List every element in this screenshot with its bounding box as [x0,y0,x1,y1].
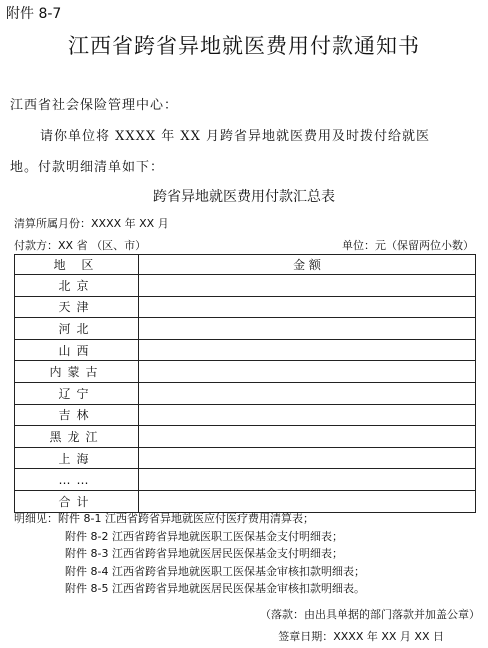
seal-note: （落款：由出具单据的部门落款并加盖公章） [260,608,480,621]
table-row [15,404,476,426]
table-title: 跨省异地就医费用付款汇总表 [153,189,335,205]
amount-cell [139,296,476,318]
table-row [15,318,476,340]
region-cell: 辽宁 [15,382,139,404]
header-amount: 金 额 [139,255,476,275]
amount-cell [139,426,476,448]
total-row [15,490,476,512]
table-row [15,339,476,361]
amount-cell [139,275,476,297]
table-row [15,382,476,404]
region-cell: 吉林 [15,404,139,426]
region-cell: 北京 [15,275,139,297]
amount-cell [139,339,476,361]
settlement-period: 清算所属月份：XXXX 年 XX 月 [14,217,169,230]
table-row [15,426,476,448]
region-cell: 内蒙古 [15,361,139,383]
region-cell: 上海 [15,447,139,469]
amount-cell [139,447,476,469]
attachment-item: 附件 8-3 江西省跨省异地就医居民医保基金支付明细表； [65,547,343,560]
total-amount-cell [139,490,476,512]
table-header-row [15,255,476,275]
attachment-item: 附件 8-4 江西省跨省异地就医职工医保基金审核扣款明细表； [65,564,365,578]
summary-table [14,254,476,513]
amount-cell [139,469,476,491]
addressee: 江西省社会保险管理中心： [10,98,179,113]
total-label: 合计 [15,490,139,512]
attachment-item: 附件 8-5 江西省跨省异地就医居民医保基金审核扣款明细表。 [65,582,365,595]
body-text-line-1: 请你单位将 XXXX 年 XX 月跨省异地就医费用及时拨付给就医 [40,129,431,144]
region-cell: …… [15,469,139,491]
region-cell: 天津 [15,296,139,318]
document-title: 江西省跨省异地就医费用付款通知书 [68,34,420,58]
body-text-line-2: 地。付款明细清单如下： [10,160,165,175]
region-cell: 山西 [15,339,139,361]
payer: 付款方：XX 省 （区、市） [14,239,147,252]
region-cell: 黑龙江 [15,426,139,448]
amount-cell [139,318,476,340]
attachment-item: 附件 8-2 江西省跨省异地就医职工医保基金支付明细表； [65,529,343,543]
signature-date: 签章日期：XXXX 年 XX 月 XX 日 [278,630,444,643]
amount-cell [139,382,476,404]
table-row [15,447,476,469]
table-row [15,469,476,491]
table-row [15,275,476,297]
table-row [15,296,476,318]
unit-note: 单位：元（保留两位小数） [342,239,474,252]
amount-cell [139,404,476,426]
header-region: 地 区 [15,255,139,275]
attachments-list [14,510,365,598]
attachment-item: 明细见：附件 8-1 江西省跨省异地就医应付医疗费用清算表； [14,512,314,525]
region-cell: 河北 [15,318,139,340]
attachment-label: 附件 8-7 [6,6,62,22]
amount-cell [139,361,476,383]
table-row [15,361,476,383]
